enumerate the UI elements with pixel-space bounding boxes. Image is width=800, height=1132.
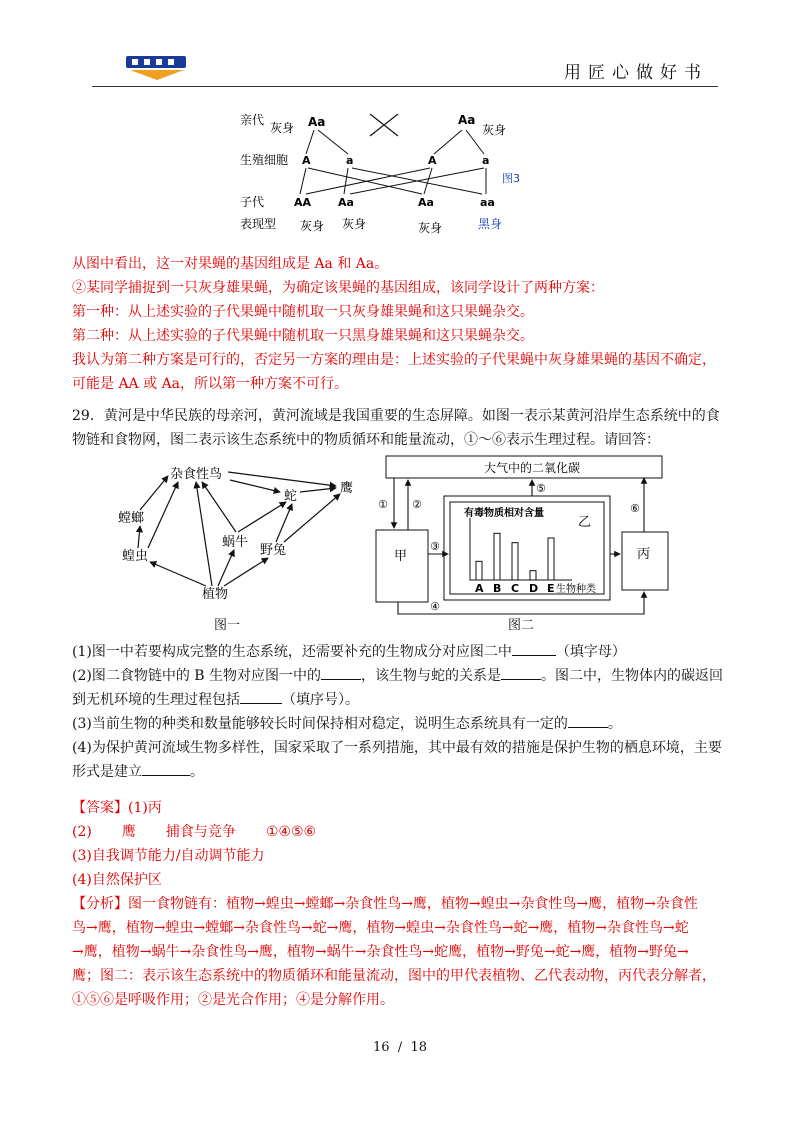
answer-2-item-2: 捕食与竞争	[165, 824, 236, 840]
answer-2-item-3: ①④⑤⑥	[265, 824, 317, 840]
matter-cycle-diagram	[372, 452, 672, 632]
bar-C	[512, 543, 518, 580]
answer-block	[72, 796, 728, 892]
question-2: (2)图二食物链中的 B 生物对应图一中的 ，该生物与蛇的关系是 。图二中，生物体内的碳返回	[72, 664, 728, 688]
question-4-cont: 形式是建立 。	[72, 760, 728, 784]
gamete-2: a	[346, 154, 354, 167]
figure-3-label: 图3	[502, 172, 520, 185]
previous-answer	[72, 252, 728, 396]
node-locust: 蝗虫	[122, 549, 149, 564]
q29-intro-line-1: 29．黄河是中华民族的母亲河，黄河流域是我国重要的生态屏障。如图一表示某黄河沿岸生态系统中的食	[72, 408, 720, 424]
figure-2-caption: 图二	[508, 618, 535, 633]
row-phenotype-label: 表现型	[240, 217, 277, 231]
node-mantis: 螳螂	[118, 511, 145, 526]
chart-title: 有毒物质相对含量	[464, 508, 544, 519]
blank-3	[501, 665, 541, 680]
bar-B	[494, 533, 500, 580]
row-parents-label: 亲代	[240, 113, 265, 127]
blank-5	[568, 713, 608, 728]
process-5: ⑤	[536, 482, 546, 495]
question-1: (1)图一中若要构成完整的生态系统，还需要补充的生物成分对应图二中 （填字母）	[72, 640, 728, 664]
node-snake: 蛇	[284, 489, 298, 504]
box-yi: 乙	[578, 515, 592, 530]
gamete-1: A	[302, 154, 311, 167]
question-3: (3)当前生物的种类和数量能够较长时间保持相对稳定，说明生态系统具有一定的 。	[72, 712, 728, 736]
header-rule	[92, 86, 718, 87]
food-web-diagram	[118, 462, 368, 632]
node-eagle: 鹰	[340, 481, 354, 496]
row-gametes-label: 生殖细胞	[240, 153, 289, 167]
bar-label-C: C	[511, 582, 520, 595]
bar-D	[530, 571, 536, 580]
node-snail: 蜗牛	[222, 535, 249, 550]
parent2-phenotype: 灰身	[482, 123, 507, 137]
question-29-intro	[72, 404, 728, 452]
analysis-label: 【分析】	[72, 896, 128, 912]
answer-3: (3)自我调节能力/自动调节能力	[72, 848, 265, 864]
header-slogan: 用匠心做好书	[564, 63, 708, 83]
gamete-3: A	[428, 154, 437, 167]
answer-4: (4)自然保护区	[72, 872, 162, 888]
bar-label-A: A	[475, 582, 484, 595]
phenotype-3: 灰身	[418, 221, 443, 235]
blank-6	[142, 761, 190, 776]
figure-1-caption: 图一	[214, 618, 241, 633]
node-hare: 野兔	[260, 543, 287, 558]
bar-label-E: E	[547, 582, 555, 595]
offspring-4: aa	[480, 196, 495, 209]
process-2: ②	[412, 498, 422, 511]
prev-answer-line-2: ②某同学捕捉到一只灰身雄果蝇，为确定该果蝇的基因组成，该同学设计了两种方案：	[72, 280, 604, 296]
offspring-2: Aa	[338, 196, 354, 209]
analysis-line-2: 鸟→鹰，植物→蝗虫→螳螂→杂食性鸟→蛇→鹰，植物→蝗虫→杂食性鸟→蛇→鹰，植物→杂食性鸟→蛇	[72, 920, 689, 936]
box-jia: 甲	[394, 549, 408, 564]
node-omnivore-bird: 杂食性鸟	[170, 467, 223, 482]
parent2-genotype: Aa	[458, 113, 476, 127]
answer-1: (1)丙	[128, 800, 162, 816]
gamete-4: a	[482, 154, 490, 167]
question-4: (4)为保护黄河流域生物多样性，国家采取了一系列措施，其中最有效的措施是保护生物的栖息环境，主要	[72, 740, 722, 756]
bar-A	[476, 561, 482, 580]
prev-answer-line-5: 我认为第二种方案是可行的，否定另一方案的理由是：上述实验的子代果蝇中灰身雄果蝇的基因不确定，	[72, 352, 716, 368]
question-2-cont: 到无机环境的生理过程包括 （填序号）。	[72, 688, 728, 712]
blank-4	[240, 689, 282, 704]
process-6: ⑥	[630, 502, 640, 515]
parent1-phenotype: 灰身	[270, 121, 295, 135]
sub-questions	[72, 640, 728, 784]
node-plant: 植物	[202, 587, 229, 602]
process-4: ④	[430, 600, 440, 613]
publisher-logo	[122, 52, 192, 82]
analysis-line-5: ①⑤⑥是呼吸作用；②是光合作用；④是分解作用。	[72, 992, 394, 1008]
page-number: 16 / 18	[372, 1040, 427, 1055]
bar-E	[548, 538, 554, 580]
row-offspring-label: 子代	[240, 195, 265, 209]
prev-answer-line-4: 第二种：从上述实验的子代果蝇中随机取一只黑身雄果蝇和这只果蝇杂交。	[72, 328, 534, 344]
phenotype-4: 黑身	[478, 217, 503, 231]
analysis-block	[72, 892, 728, 1012]
offspring-1: AA	[294, 196, 312, 209]
prev-answer-line-3: 第一种：从上述实验的子代果蝇中随机取一只灰身雄果蝇和这只果蝇杂交。	[72, 304, 534, 320]
parent1-genotype: Aa	[308, 115, 326, 129]
bar-label-B: B	[493, 582, 502, 595]
analysis-line-4: 鹰；图二：表示该生态系统中的物质循环和能量流动，图中的甲代表植物、乙代表动物，丙代表分解者，	[72, 968, 716, 984]
blank-2	[321, 665, 361, 680]
blank-1	[512, 641, 556, 656]
analysis-line-1: 图一食物链有：植物→蝗虫→螳螂→杂食性鸟→鹰，植物→蝗虫→杂食性鸟→鹰，植物→杂食性	[128, 896, 698, 912]
box-bing: 丙	[637, 547, 651, 562]
prev-answer-line-6: 可能是 AA 或 Aa，所以第一种方案不可行。	[72, 376, 349, 392]
answer-2-num: (2)	[72, 824, 92, 840]
offspring-3: Aa	[418, 196, 434, 209]
analysis-line-3: →鹰，植物→蜗牛→杂食性鸟→鹰，植物→蜗牛→杂食性鸟→蛇鹰，植物→野兔→蛇→鹰，植物→野兔→	[72, 944, 689, 960]
q29-intro-line-2: 物链和食物网，图二表示该生态系统中的物质循环和能量流动，①～⑥表示生理过程。请回答：	[72, 432, 660, 448]
process-3: ③	[430, 540, 440, 553]
process-1: ①	[378, 498, 388, 511]
genetic-cross-diagram	[238, 102, 558, 247]
bar-label-D: D	[529, 582, 539, 595]
answer-2-item-1: 鹰	[121, 824, 136, 840]
phenotype-1: 灰身	[300, 219, 325, 233]
answer-label: 【答案】	[72, 800, 128, 816]
phenotype-2: 灰身	[342, 217, 367, 231]
chart-x-label: 生物种类	[556, 584, 596, 595]
prev-answer-line-1: 从图中看出，这一对果蝇的基因组成是 Aa 和 Aa。	[72, 256, 389, 272]
co2-label: 大气中的二氧化碳	[484, 461, 581, 475]
